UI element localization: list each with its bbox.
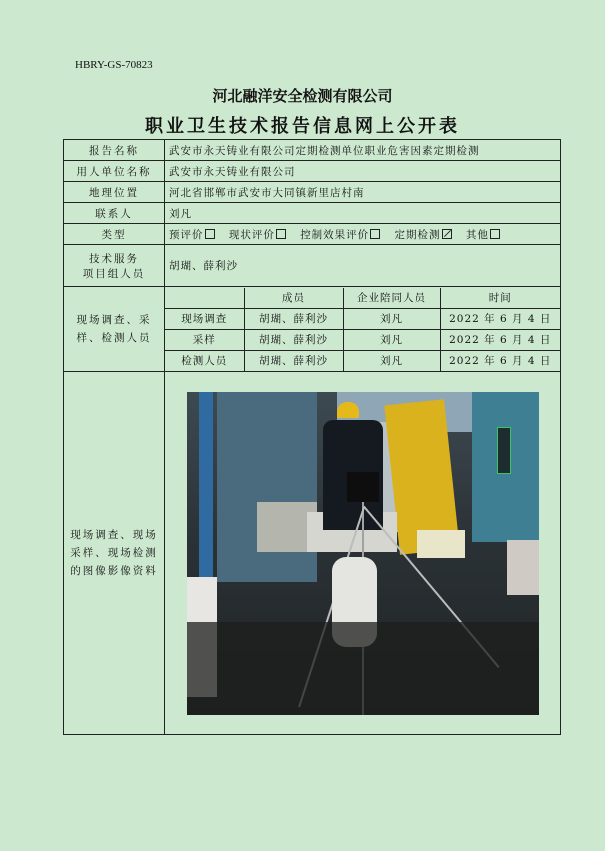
row-field [64, 287, 561, 372]
table-row [165, 329, 560, 350]
field-row-company-staff: 刘凡 [343, 308, 440, 329]
field-row-time: 2022 年 6 月 4 日 [440, 308, 560, 329]
option-control-evaluation-label: 控制效果评价 [300, 228, 370, 241]
option-other-label: 其他 [465, 228, 489, 241]
field-row-company-staff: 刘凡 [343, 329, 440, 350]
field-row-members: 胡瑚、薛利沙 [244, 308, 343, 329]
field-header-row [165, 288, 560, 309]
field-row-role: 采样 [165, 329, 244, 350]
site-photo [187, 392, 539, 715]
employer-value: 武安市永天铸业有限公司 [165, 161, 561, 182]
company-name: 河北融洋安全检测有限公司 [212, 87, 393, 105]
checkbox-periodic-detection[interactable] [442, 229, 452, 239]
table-row [165, 350, 560, 371]
images-cell [165, 372, 561, 735]
location-label: 地理位置 [64, 182, 165, 203]
type-label: 类型 [64, 224, 165, 245]
checkbox-pre-evaluation[interactable] [205, 229, 215, 239]
row-location [64, 182, 561, 203]
option-status-evaluation-label: 现状评价 [228, 228, 275, 241]
field-subtable [165, 288, 560, 371]
checkbox-control-evaluation[interactable] [370, 229, 380, 239]
field-header-blank [165, 288, 244, 309]
row-contact [64, 203, 561, 224]
employer-label: 用人单位名称 [64, 161, 165, 182]
team-label-line2: 项目组人员 [82, 267, 146, 280]
disclosure-table [63, 139, 561, 735]
document-number: HBRY-GS-70823 [75, 59, 153, 71]
option-pre-evaluation-label: 预评价 [169, 228, 204, 241]
images-label: 现场调查、现场采样、现场检测的图像影像资料 [64, 372, 165, 735]
row-type [64, 224, 561, 245]
row-team [64, 245, 561, 287]
contact-value: 刘凡 [165, 203, 561, 224]
field-row-role: 现场调查 [165, 308, 244, 329]
row-images [64, 372, 561, 735]
field-row-members: 胡瑚、薛利沙 [244, 350, 343, 371]
team-value: 胡瑚、薛利沙 [165, 245, 561, 287]
row-employer [64, 161, 561, 182]
checkbox-other[interactable] [490, 229, 500, 239]
location-value: 河北省邯郸市武安市大同镇新里店村南 [165, 182, 561, 203]
field-label: 现场调查、采样、检测人员 [64, 287, 165, 372]
row-report-name [64, 140, 561, 161]
field-row-company-staff: 刘凡 [343, 350, 440, 371]
option-periodic-detection-label: 定期检测 [394, 228, 441, 241]
team-label-line1: 技术服务 [89, 252, 139, 265]
type-options [165, 224, 561, 245]
field-header-members: 成员 [244, 288, 343, 309]
field-row-time: 2022 年 6 月 4 日 [440, 350, 560, 371]
field-header-company-staff: 企业陪同人员 [343, 288, 440, 309]
table-row [165, 308, 560, 329]
report-name-label: 报告名称 [64, 140, 165, 161]
field-header-time: 时间 [440, 288, 560, 309]
contact-label: 联系人 [64, 203, 165, 224]
field-row-members: 胡瑚、薛利沙 [244, 329, 343, 350]
field-row-role: 检测人员 [165, 350, 244, 371]
team-label [64, 245, 165, 287]
form-title: 职业卫生技术报告信息网上公开表 [145, 116, 460, 137]
checkbox-status-evaluation[interactable] [276, 229, 286, 239]
field-subtable-cell [165, 287, 561, 372]
report-name-value: 武安市永天铸业有限公司定期检测单位职业危害因素定期检测 [165, 140, 561, 161]
field-row-time: 2022 年 6 月 4 日 [440, 329, 560, 350]
